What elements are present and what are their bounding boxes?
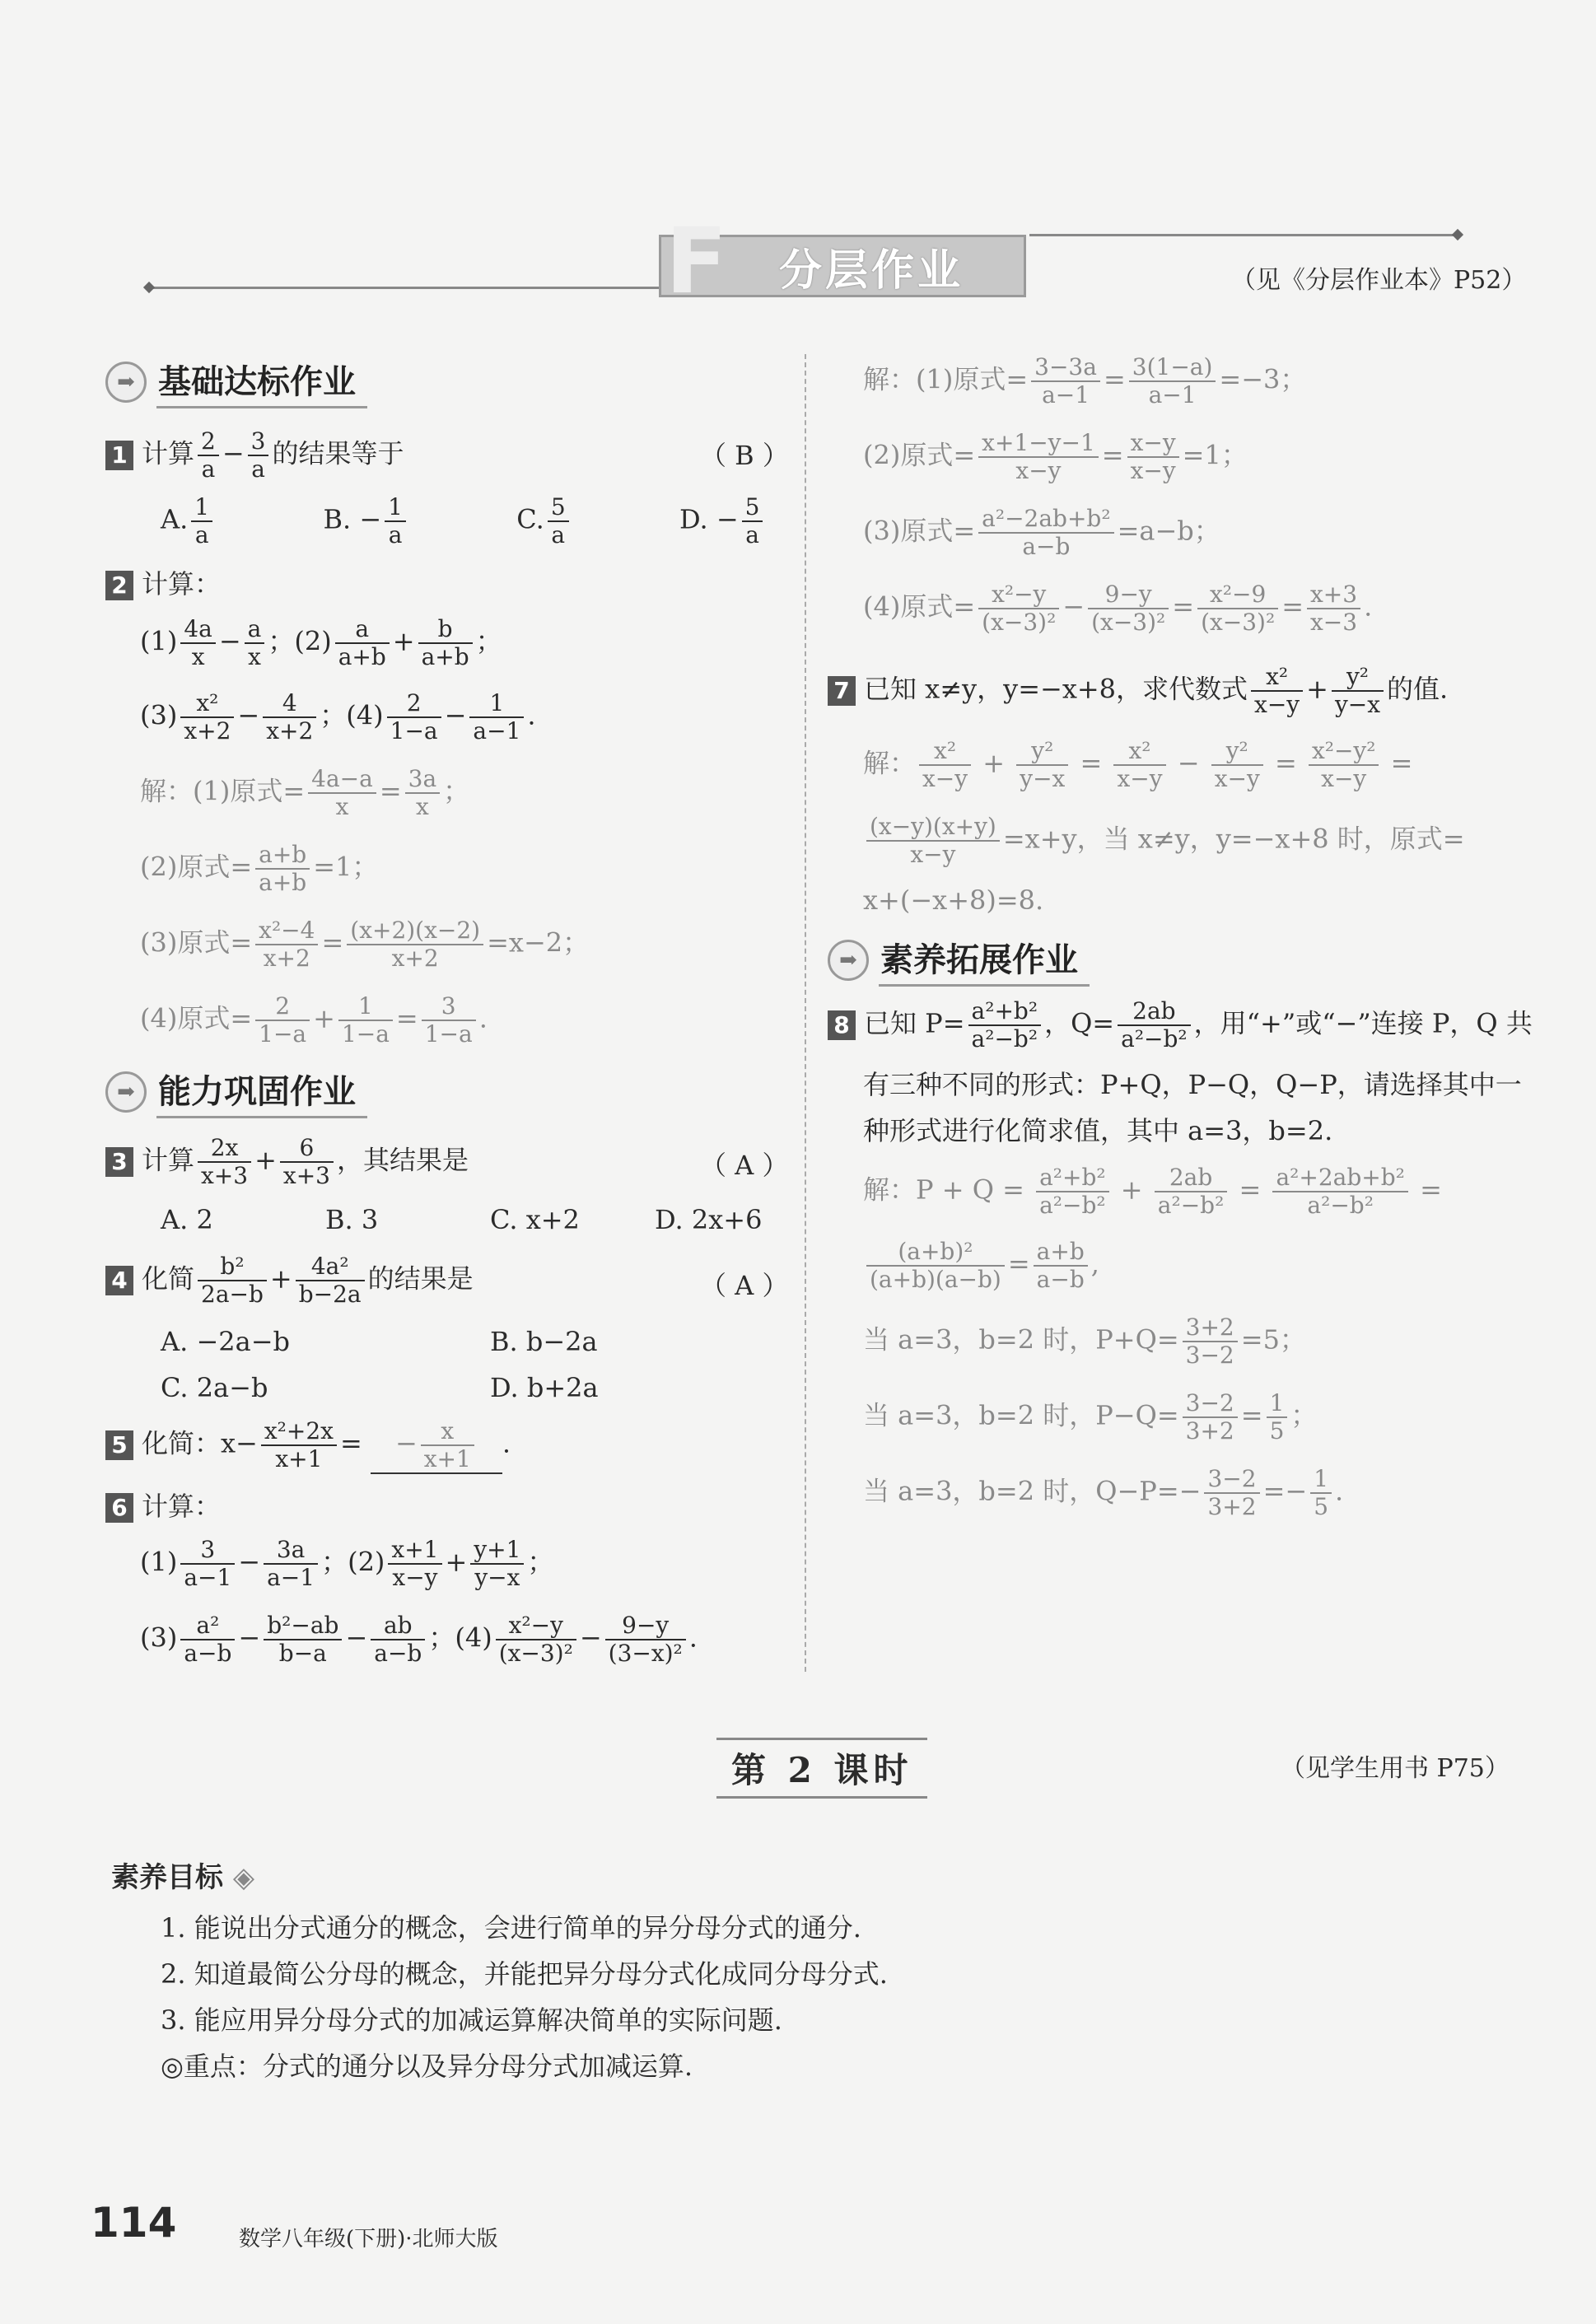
header-diamond-left bbox=[143, 282, 155, 293]
lesson-reference: （见学生用书 P75） bbox=[1281, 1754, 1510, 1783]
section-ability bbox=[105, 1066, 367, 1118]
q8-solution-2: $\frac{\text{(a+b)²}}{(a+b)(a-b)}$ = $\frac{a+b}{a-b}$ , bbox=[863, 1239, 1099, 1293]
q4-answer: （ A ） bbox=[700, 1270, 789, 1301]
arrow-icon: ➡ bbox=[828, 940, 869, 981]
q7-stem: 7 已知 x≠y，y=−x+8，求代数式 $\frac{\text{x²}}{x-y}$ + $\frac{\text{y²}}{y-x}$ 的值. bbox=[828, 664, 1448, 718]
q5-answer-blank: − $\frac{x}{x+1}$ bbox=[371, 1418, 502, 1474]
q8-solution-1: 解：P + Q = $\frac{\text{a²+b²}}{\text{a²−b²}}$ + $\frac{2ab}{\text{a²−b²}}$ = $\frac{\text{a²+2ab+b²}}{\text{a²−b²}}$ = bbox=[863, 1164, 1442, 1220]
q4-stem: 4 化简 $\frac{\text{b²}}{2a-b}$ + $\frac{\text{4a²}}{b-2a}$ 的结果是 bbox=[105, 1253, 474, 1308]
q7-solution-3: x+(−x+8)=8. bbox=[863, 884, 1044, 916]
q8-case-3: 当 a=3，b=2 时，Q−P=− $\frac{3-2}{3+2}$ =− $\frac{1}{5}$ . bbox=[863, 1465, 1344, 1521]
lesson-title: 第 2 课时 bbox=[716, 1738, 927, 1799]
goal-item: 3. 能应用异分母分式的加减运算解决简单的实际问题. bbox=[161, 2004, 782, 2036]
q6-solution-4: (4)原式= $\frac{\text{x²−y}}{\text{(x−3)²}}$ − $\frac{9-y}{\text{(x−3)²}}$ = $\frac{\text{x²−9}}{\text{(x−3)²}}$ = $\frac{x+3}{x-3}$ . bbox=[863, 581, 1373, 637]
q6-solution-2: (2)原式= $\frac{x+1-y-1}{x-y}$ = $\frac{x-y}{x-y}$ =1； bbox=[863, 429, 1248, 485]
section-extend bbox=[828, 934, 1090, 987]
q5-stem: 5 化简：x− $\frac{\text{x²+2x}}{x+1}$ = − $\frac{x}{x+1}$ . bbox=[105, 1418, 511, 1474]
q8-stem-3: 种形式进行化简求值，其中 a=3，b=2. bbox=[863, 1115, 1333, 1146]
q6-solution-1: 解：(1)原式= $\frac{3-3a}{a-1}$ = $\frac{3(1-a)}{a-1}$ =−3； bbox=[863, 353, 1307, 409]
goal-key-point: ◎重点：分式的通分以及异分母分式加减运算. bbox=[161, 2051, 693, 2082]
goal-item: 1. 能说出分式通分的概念，会进行简单的异分母分式的通分. bbox=[161, 1912, 861, 1944]
q8-stem-1: 8 已知 P= $\frac{\text{a²+b²}}{\text{a²−b²}}$ ，Q= $\frac{2ab}{\text{a²−b²}}$ ，用“+”或“−”连接 P，Q 共 bbox=[828, 998, 1533, 1052]
diamond-arrow-icon: ◈ bbox=[232, 1861, 254, 1894]
q6-solution-3: (3)原式= $\frac{\text{a²−2ab+b²}}{a-b}$ =a−b； bbox=[863, 505, 1220, 561]
header-reference: （见《分层作业本》P52） bbox=[1231, 266, 1527, 295]
q7-solution-1: 解： $\frac{\text{x²}}{x-y}$ + $\frac{\text{y²}}{y-x}$ = $\frac{\text{x²}}{x-y}$ − $\frac{\text{y²}}{x-y}$ = $\frac{\text{x²−y²}}{x-y}$ = bbox=[863, 737, 1413, 793]
book-title: 数学八年级(下册)·北师大版 bbox=[239, 2227, 498, 2252]
arrow-icon: ➡ bbox=[105, 362, 147, 403]
q2-solution-2: (2)原式= $\frac{a+b}{a+b}$ =1； bbox=[140, 841, 379, 897]
q1-answer: （ B ） bbox=[700, 440, 789, 471]
q3-stem: 3 计算 $\frac{2x}{x+3}$ + $\frac{6}{x+3}$ ，其结果是 bbox=[105, 1135, 469, 1189]
q3-options: A. 2 B. 3 C. x+2 D. 2x+6 bbox=[161, 1204, 763, 1235]
q1-number: 1 bbox=[105, 441, 133, 470]
goals-title: 素养目标 ◈ bbox=[111, 1861, 254, 1894]
column-divider bbox=[805, 354, 806, 1672]
q6-stem: 6 计算： bbox=[105, 1491, 221, 1523]
q2-solution-3: (3)原式= $\frac{\text{x²−4}}{x+2}$ = $\frac{(x+2)(x-2)}{x+2}$ =x−2； bbox=[140, 917, 590, 973]
q7-solution-2: $\frac{(x-y)(x+y)}{x-y}$ =x+y，当 x≠y，y=−x+8 时，原式= bbox=[863, 814, 1465, 868]
q6-items-2: (3) $\frac{\text{a²}}{a-b}$ − $\frac{\text{b²−ab}}{b-a}$ − $\frac{ab}{a-b}$ ；(4) $\frac{\text{x²−y}}{\text{(x−3)²}}$ − $\frac{9-y}{\text{(3−x)²}}$ . bbox=[140, 1612, 698, 1668]
page-number: 114 bbox=[91, 2199, 177, 2247]
header-rule-left bbox=[148, 287, 725, 289]
q4-options-1: A. −2a−b B. b−2a bbox=[161, 1326, 598, 1357]
q4-options-2: C. 2a−b D. b+2a bbox=[161, 1372, 599, 1403]
arrow-icon: ➡ bbox=[105, 1071, 147, 1113]
q2-stem: 2 计算： bbox=[105, 568, 221, 600]
q2-solution-1: 解：(1)原式= $\frac{4a-a}{x}$ = $\frac{3a}{x}$ ； bbox=[140, 765, 470, 821]
section-extend-label: 素养拓展作业 bbox=[879, 934, 1090, 987]
header-title: 分层作业 bbox=[778, 245, 964, 296]
q1-stem: 1 计算 $\frac{2}{a}$ − $\frac{3}{a}$ 的结果等于 bbox=[105, 428, 404, 483]
q2-solution-4: (4)原式= $\frac{2}{1-a}$ + $\frac{1}{1-a}$ = $\frac{3}{1-a}$ . bbox=[140, 992, 488, 1048]
section-ability-label: 能力巩固作业 bbox=[156, 1066, 367, 1118]
section-basic-label: 基础达标作业 bbox=[156, 356, 367, 408]
q3-answer: （ A ） bbox=[700, 1150, 789, 1181]
header-f-logo: F bbox=[665, 208, 728, 314]
header-rule-right bbox=[1029, 234, 1458, 236]
goal-item: 2. 知道最简公分母的概念，并能把异分母分式化成同分母分式. bbox=[161, 1958, 888, 1990]
q6-items-1: (1) $\frac{3}{a-1}$ − $\frac{3a}{a-1}$ ；(2) $\frac{x+1}{x-y}$ + $\frac{y+1}{y-x}$ ； bbox=[140, 1536, 554, 1592]
q2-items-1: (1) $\frac{4a}{x}$ − $\frac{a}{x}$ ；(2) $\frac{a}{a+b}$ + $\frac{b}{a+b}$ ； bbox=[140, 615, 502, 671]
q2-items-2: (3) $\frac{\text{x²}}{x+2}$ − $\frac{4}{x+2}$ ；(4) $\frac{2}{1-a}$ − $\frac{1}{a-1}$ . bbox=[140, 689, 536, 745]
header-diamond-right bbox=[1452, 229, 1463, 240]
q8-case-2: 当 a=3，b=2 时，P−Q= $\frac{3-2}{3+2}$ = $\frac{1}{5}$ ； bbox=[863, 1389, 1318, 1445]
q8-case-1: 当 a=3，b=2 时，P+Q= $\frac{3+2}{3-2}$ =5； bbox=[863, 1314, 1306, 1370]
q8-stem-2: 有三种不同的形式：P+Q，P−Q，Q−P，请选择其中一 bbox=[863, 1069, 1522, 1100]
section-basic bbox=[105, 356, 367, 408]
q1-options: A. $\frac{1}{a}$ B. − $\frac{1}{a}$ C. $\frac{5}{a}$ D. − $\frac{5}{a}$ bbox=[161, 494, 766, 548]
